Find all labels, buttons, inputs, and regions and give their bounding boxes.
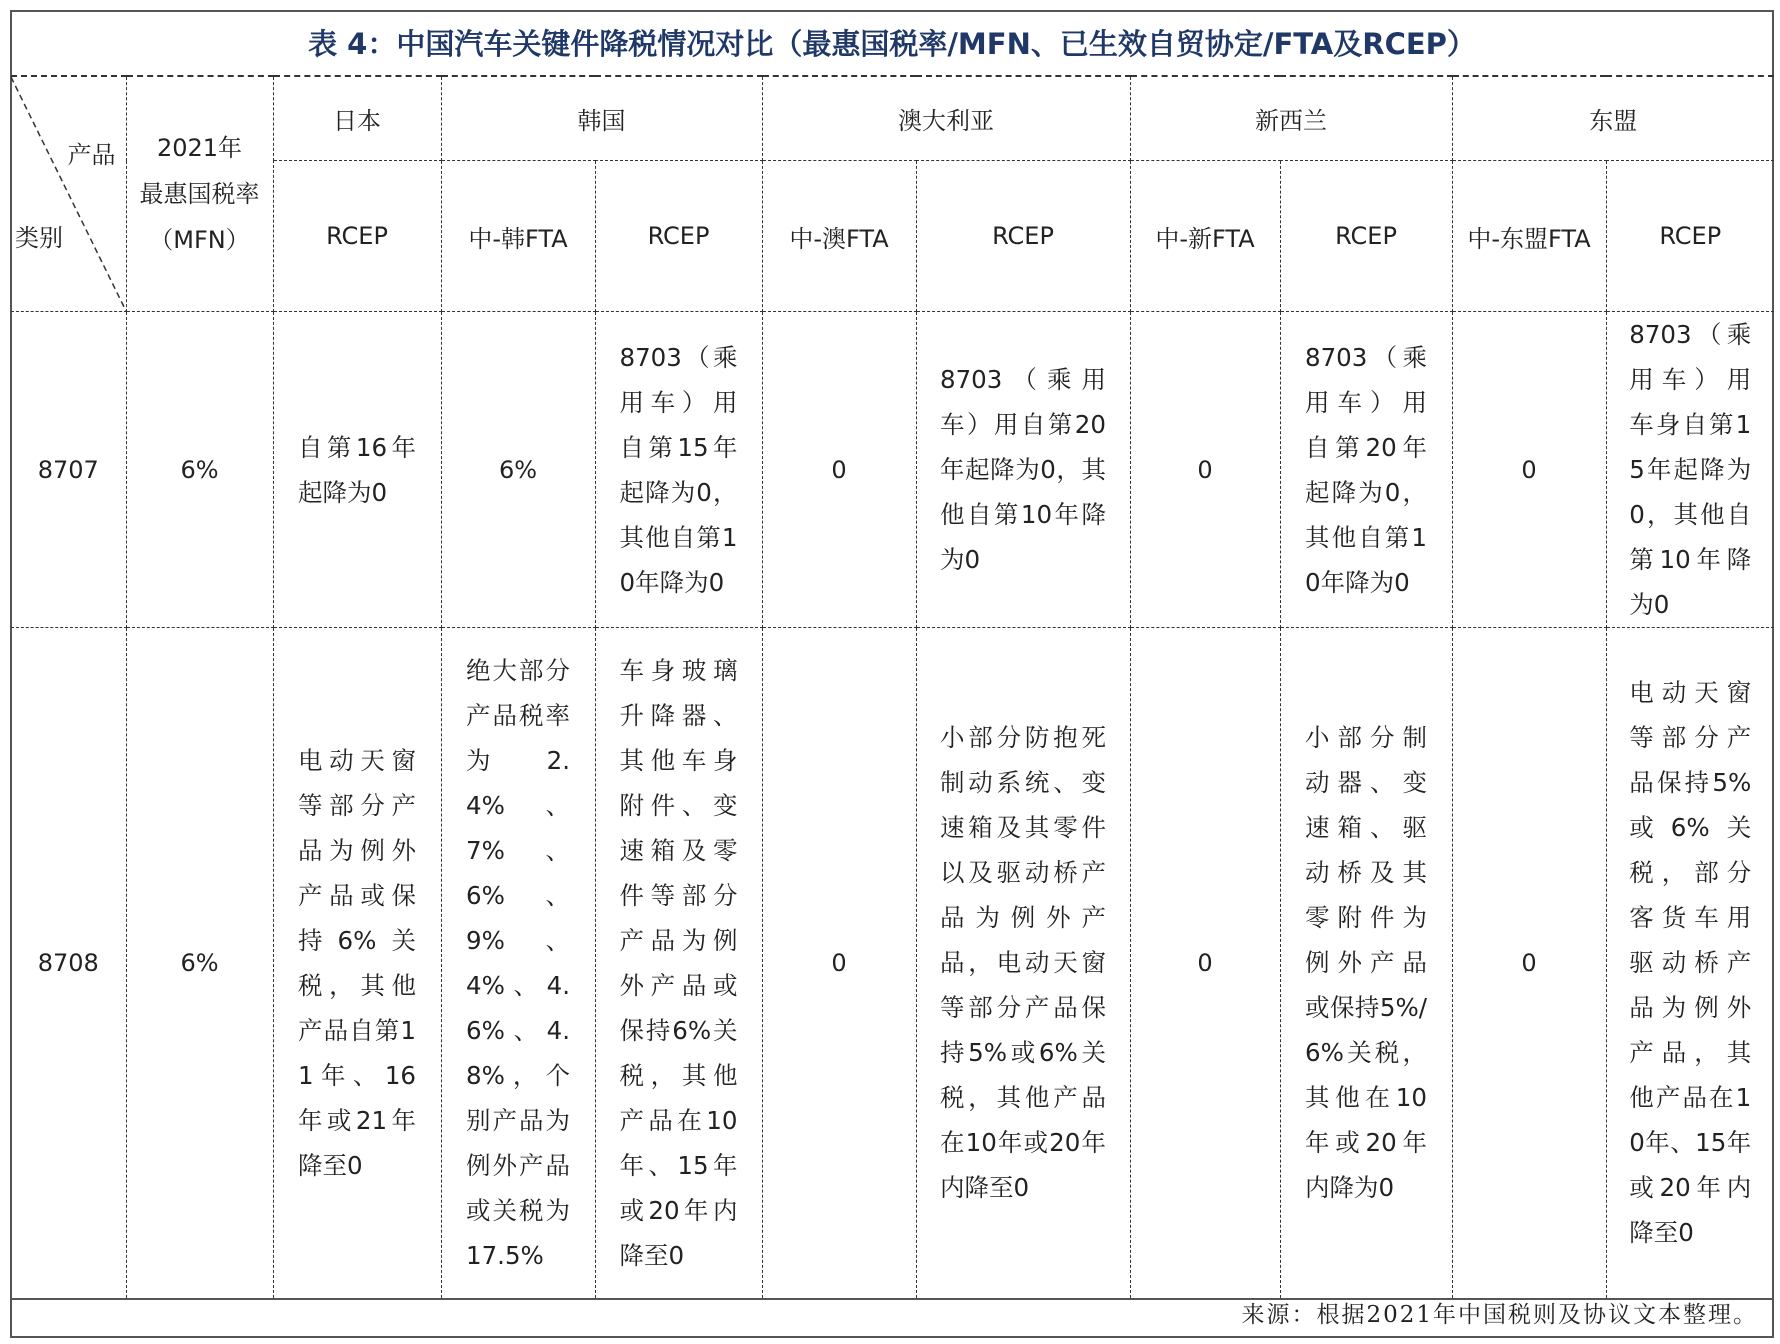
cell-nz-rcep [1280,628,1452,1299]
cell-china-nz-fta: 0 [1130,628,1280,1299]
region-header-australia: 澳大利亚 [762,76,1130,161]
table-row [11,312,1774,628]
tariff-table [11,75,1774,1300]
product-code: 8707 [11,312,126,628]
subheader-korea-rcep: RCEP [595,161,762,312]
cell-text: 8703（乘用车）用自第15年起降为0，其他自第10年降为0 [619,342,738,597]
subheader-china-australia-fta: 中-澳FTA [762,161,916,312]
table-row [11,628,1774,1299]
cell-china-asean-fta: 0 [1452,628,1606,1299]
cell-asean-rcep [1606,628,1774,1299]
region-header-asean: 东盟 [1452,76,1774,161]
mfn-header-line: 2021年 [156,134,243,162]
diagonal-line [11,77,126,311]
cell-china-australia-fta: 0 [762,312,916,628]
cell-text: 自第16年起降为0 [298,432,416,507]
subheader-china-nz-fta: 中-新FTA [1130,161,1280,312]
region-header-new-zealand: 新西兰 [1130,76,1452,161]
subheader-japan-rcep: RCEP [273,161,441,312]
mfn-header-line: 最惠国税率 [139,180,260,208]
mfn-header-cell [126,76,273,312]
product-code: 8708 [11,628,126,1299]
mfn-rate: 6% [126,628,273,1299]
cell-text: 电动天窗等部分产品保持5%或6%关税，部分客货车用驱动桥产品为例外产品，其他产品在10年、15年或20年内降至0 [1629,678,1752,1248]
corner-category-label: 类别 [15,224,63,252]
source-note: 来源：根据2021年中国税则及协议文本整理。 [1241,1301,1758,1328]
cell-china-korea-fta: 6% [441,312,595,628]
cell-text: 小部分防抱死制动系统、变速箱及其零件以及驱动桥产品为例外产品，电动天窗等部分产品保持5%或6%关税，其他产品在10年或20年内降至0 [940,723,1106,1203]
subheader-china-asean-fta: 中-东盟FTA [1452,161,1606,312]
cell-text: 8703（乘用车）用自第20年起降为0，其他自第10年降为0 [940,365,1106,574]
cell-asean-rcep [1606,312,1774,628]
cell-text: 小部分制动器、变速箱、驱动桥及其零附件为例外产品或保持5%/6%关税，其他在10年或20年内降为0 [1305,723,1427,1203]
cell-china-korea-fta [441,628,595,1299]
corner-header-cell [11,76,126,312]
subheader-australia-rcep: RCEP [916,161,1130,312]
table-title: 表 4：中国汽车关键件降税情况对比（最惠国税率/MFN、已生效自贸协定/FTA及RCEP） [308,27,1476,61]
cell-australia-rcep [916,628,1130,1299]
cell-australia-rcep [916,312,1130,628]
subheader-china-korea-fta: 中-韩FTA [441,161,595,312]
subheader-asean-rcep: RCEP [1606,161,1774,312]
region-header-japan: 日本 [273,76,441,161]
cell-korea-rcep [595,312,762,628]
region-header-korea: 韩国 [441,76,762,161]
cell-china-nz-fta: 0 [1130,312,1280,628]
cell-text: 8703（乘用车）用车身自第15年起降为0，其他自第10年降为0 [1629,320,1752,619]
cell-korea-rcep [595,628,762,1299]
cell-china-asean-fta: 0 [1452,312,1606,628]
cell-text: 8703（乘用车）用自第20年起降为0，其他自第10年降为0 [1305,342,1427,597]
cell-japan-rcep [273,312,441,628]
corner-product-label: 产品 [67,141,116,169]
cell-text: 车身玻璃升降器、其他车身附件、变速箱及零件等部分产品为例外产品或保持6%关税，其他产品在10年、15年或20年内降至0 [619,655,738,1270]
cell-text: 绝大部分产品税率为2.4%、7%、6%、9%、4%、4.6%、4.8%，个别产品为例外产品或关税为17.5% [466,655,570,1270]
subheader-nz-rcep: RCEP [1280,161,1452,312]
mfn-rate: 6% [126,312,273,628]
cell-china-australia-fta: 0 [762,628,916,1299]
cell-japan-rcep [273,628,441,1299]
cell-nz-rcep [1280,312,1452,628]
mfn-header-line: （MFN） [149,226,250,254]
cell-text: 电动天窗等部分产品为例外产品或保持6%关税，其他产品自第11年、16年或21年降至0 [298,745,416,1180]
